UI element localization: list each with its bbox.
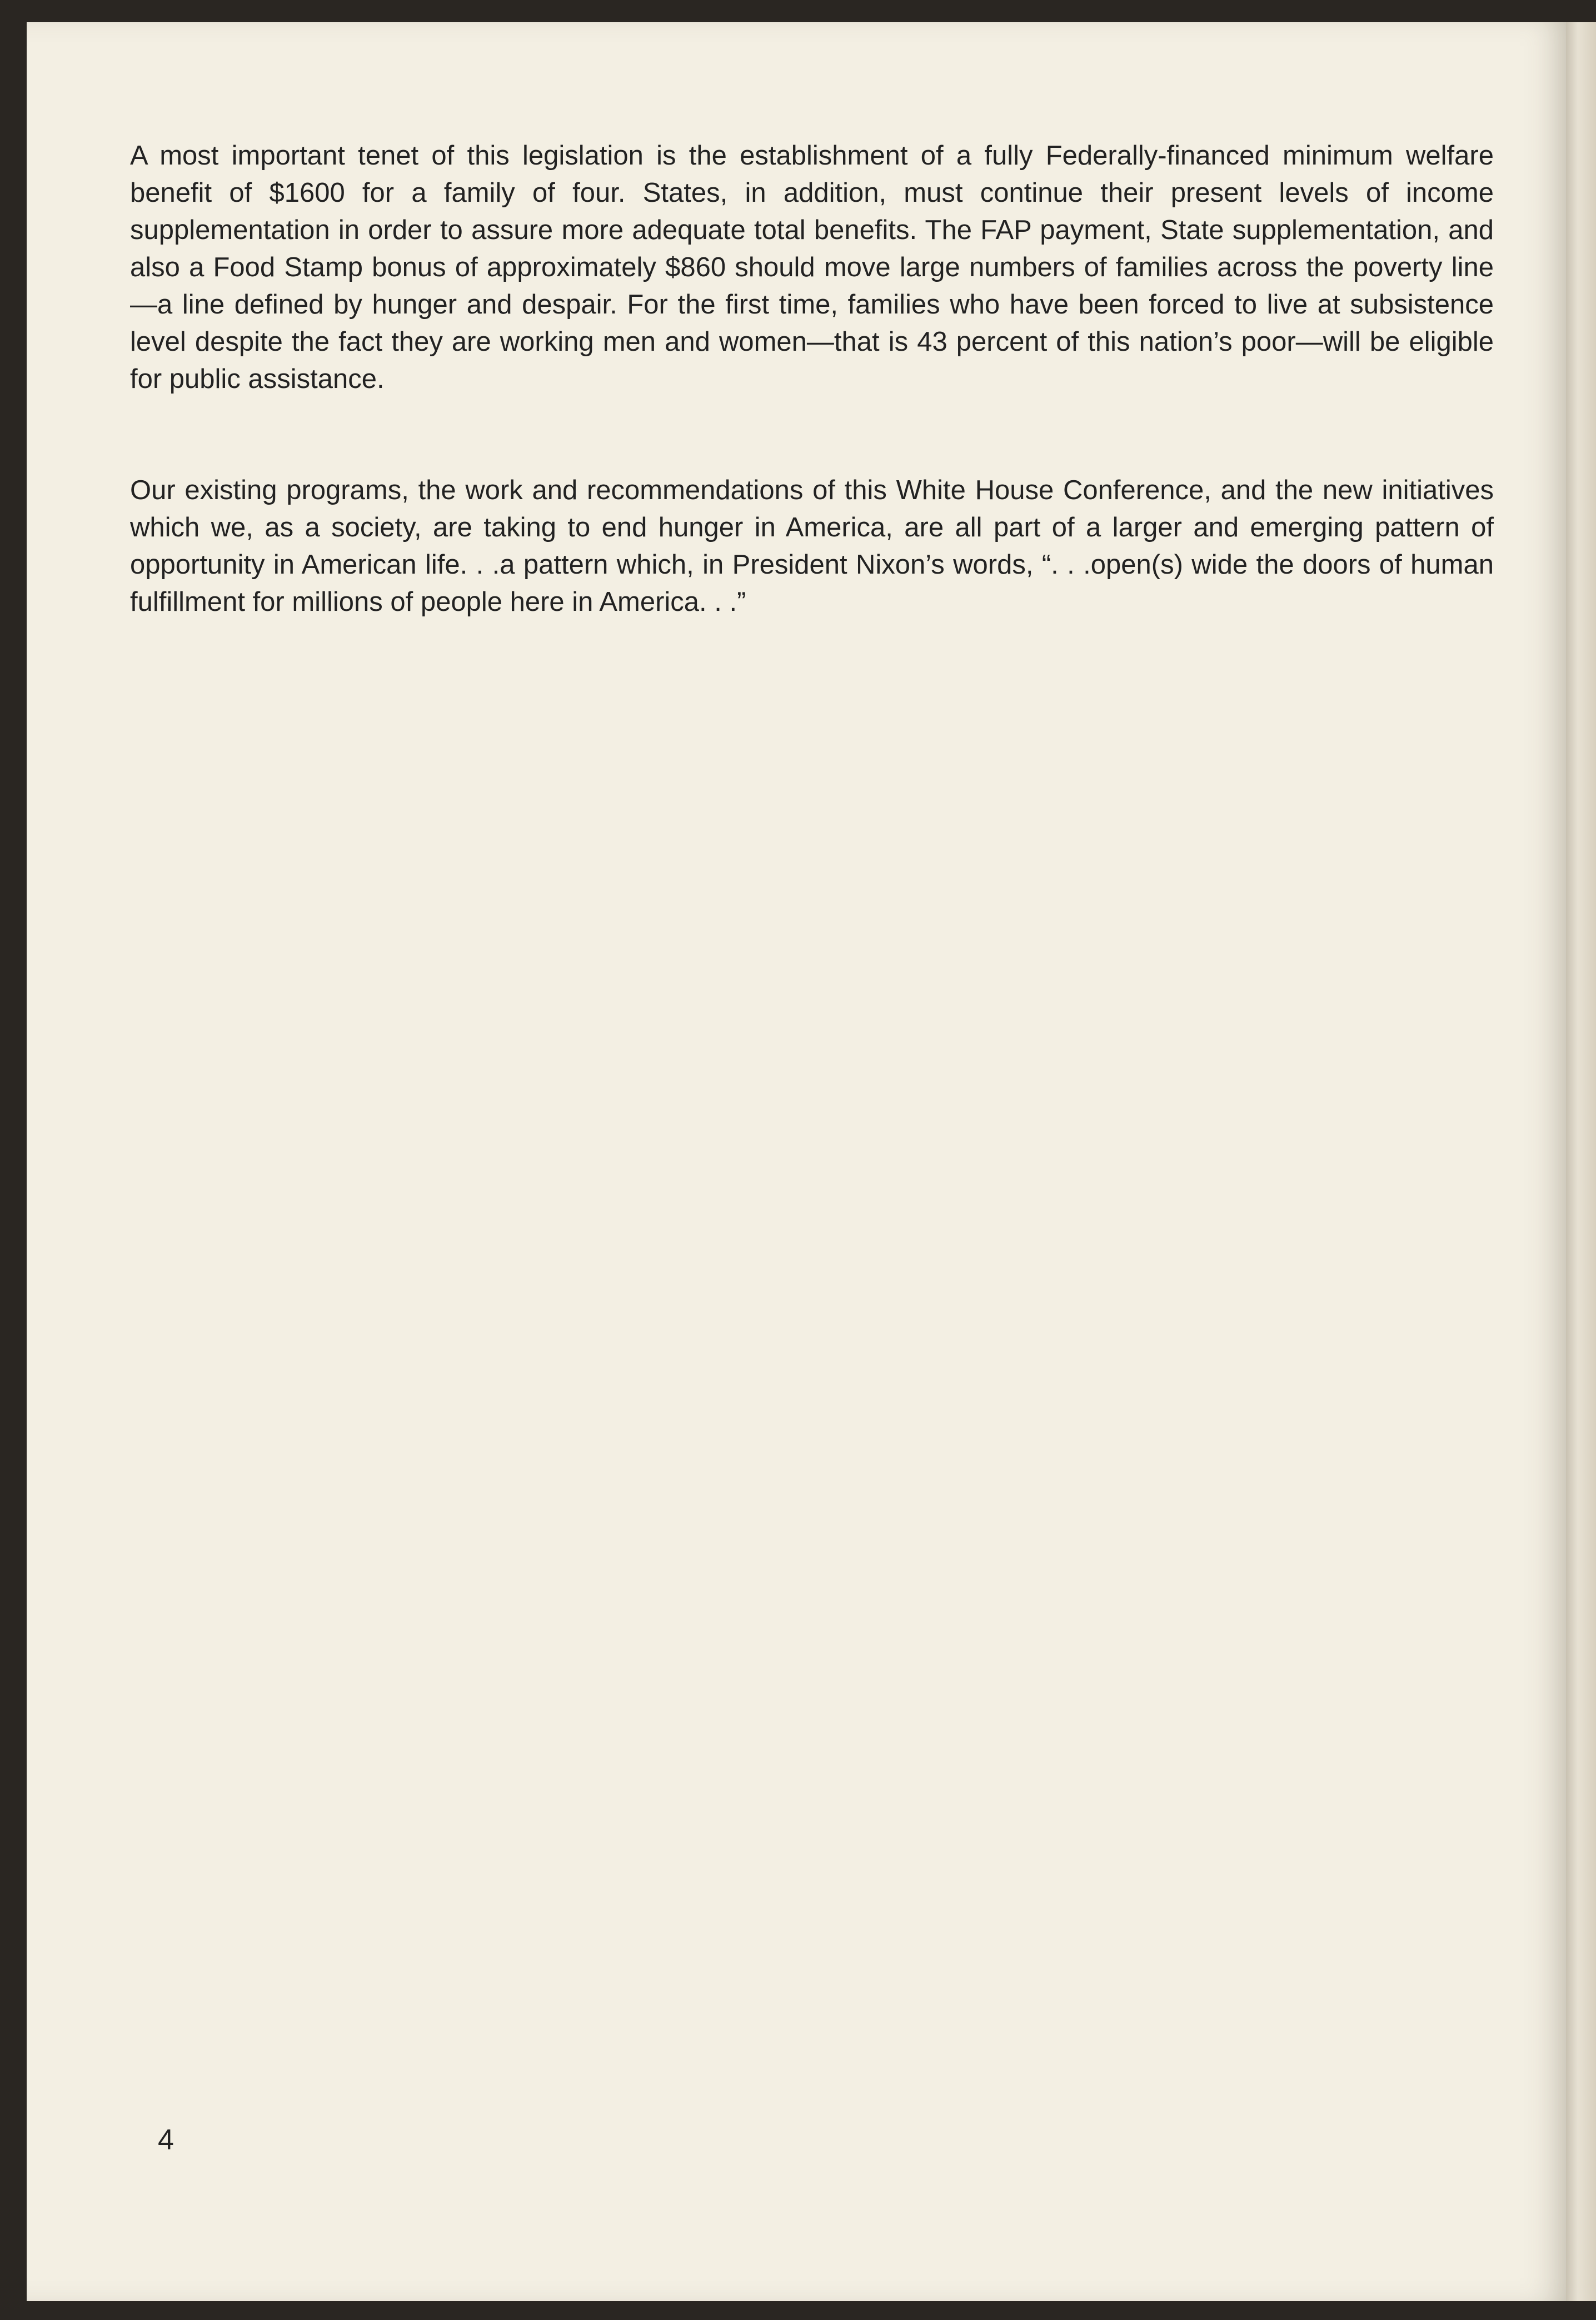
page-edge xyxy=(1566,22,1596,2301)
paragraph-1: A most important tenet of this legislation is the establishment of a fully Federally-financed minimum welfare benefit of $1600 for a family of four. States, in addition, must continue their present levels of income supplementation in order to assure more adequate total benefits. The FAP payment, State supplementation, and also a Food Stamp bonus of approximately $860 should move large numbers of families across the poverty line—a line defined by hunger and despair. For the first time, families who have been forced to live at subsistence level despite the fact they are working men and women—that is 43 percent of this nation’s poor—will be eligible for public assistance. xyxy=(130,141,1494,394)
page-number: 4 xyxy=(158,2124,174,2156)
paragraph-2: Our existing programs, the work and recommendations of this White House Conference, and the new initiatives which we, as a society, are taking to end hunger in America, are all part of a larger and emerging pattern of opportunity in American life. . .a pattern which, in President Nixon’s words, “. . .open(s) wide the doors of human fulfillment for millions of people here in America. . .” xyxy=(130,475,1494,617)
